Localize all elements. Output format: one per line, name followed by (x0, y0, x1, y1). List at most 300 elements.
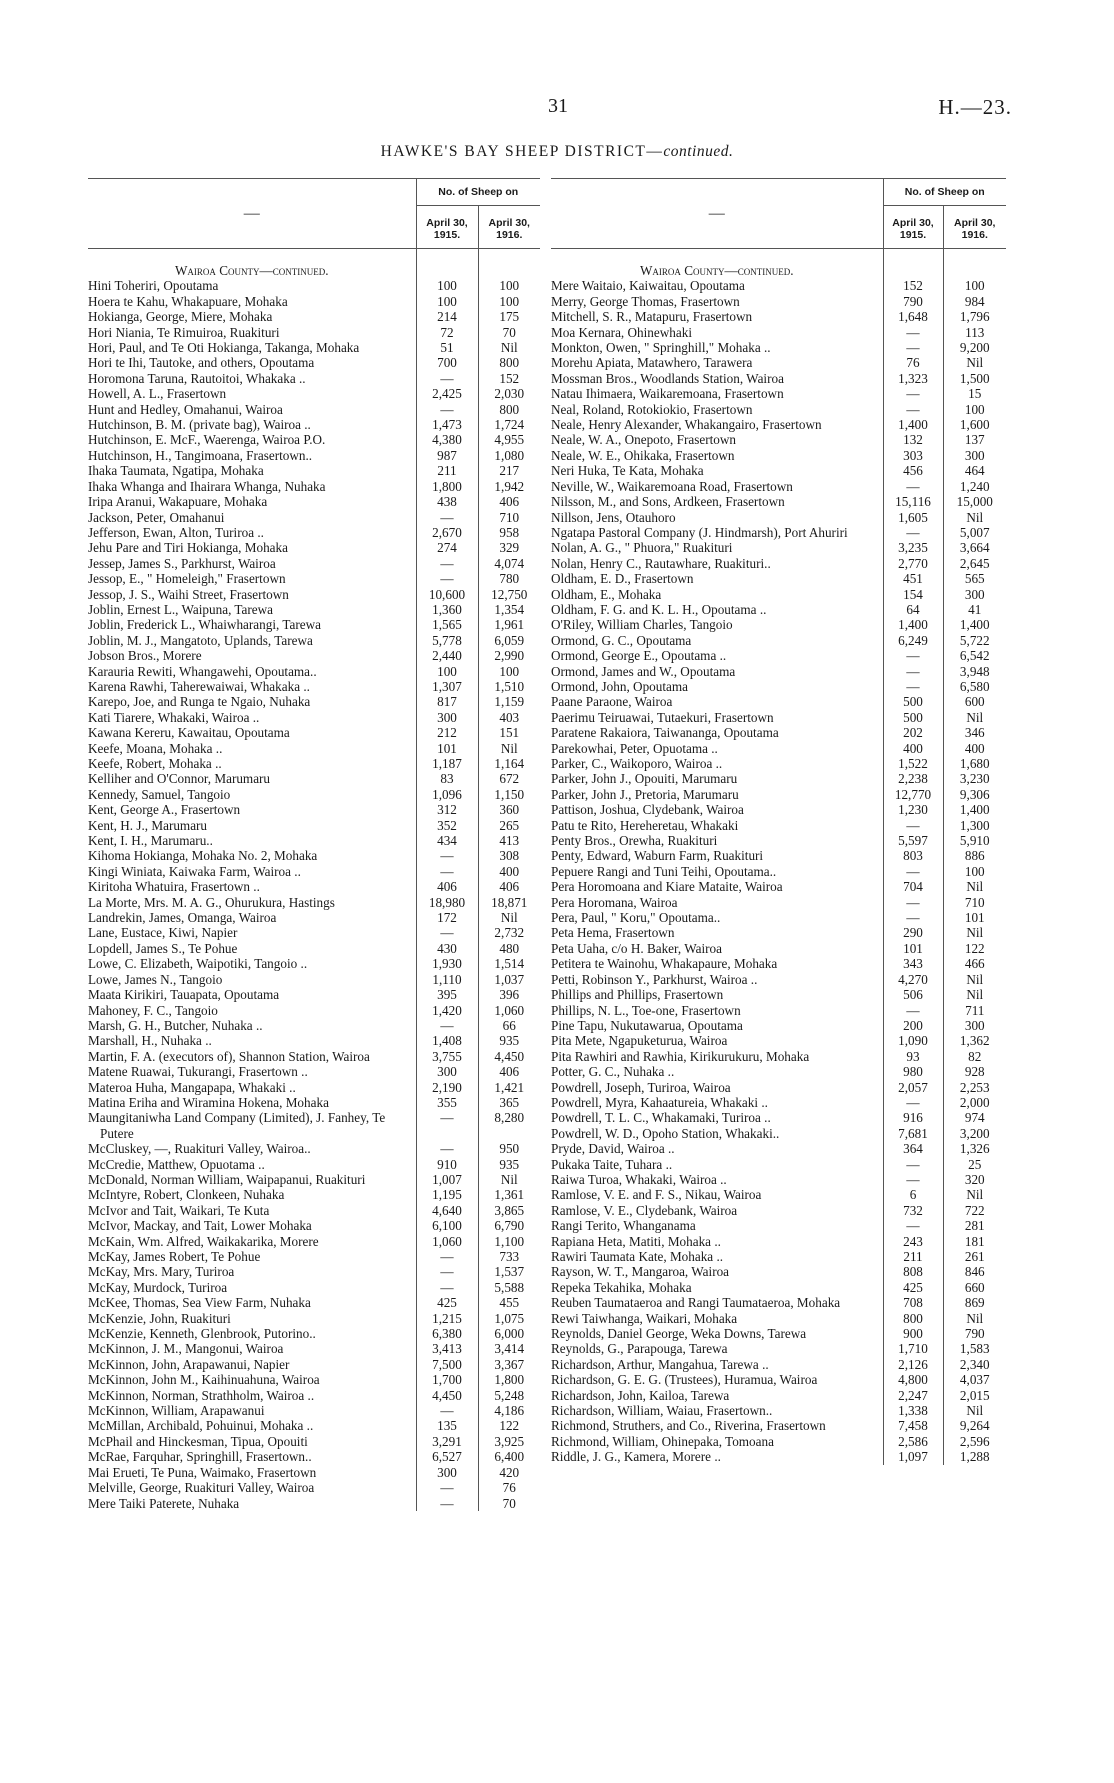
sheep-1916-cell: 1,361 (478, 1187, 540, 1202)
owner-name: McCredie, Matthew, Opuotama .. (88, 1156, 265, 1172)
owner-name: Pera Horomana, Wairoa (551, 894, 678, 910)
owner-name-cell (551, 787, 883, 802)
table-row (88, 1264, 540, 1279)
table-row (88, 1418, 540, 1433)
owner-name-cell (551, 1080, 883, 1095)
table-row (88, 587, 540, 602)
table-row (551, 802, 1006, 817)
owner-name-cell (88, 417, 416, 432)
sheep-1915-cell: 1,360 (416, 602, 478, 617)
table-row (88, 1311, 540, 1326)
owner-name-cell (551, 956, 883, 971)
sheep-1916-cell: 113 (943, 325, 1006, 340)
sheep-1915-cell: 1,007 (416, 1172, 478, 1187)
owner-name: Rawiri Taumata Kate, Mohaka .. (551, 1249, 724, 1264)
sheep-1915-cell: — (883, 910, 943, 925)
sheep-1916-cell: 15,000 (943, 494, 1006, 509)
sheep-1915-cell: 4,270 (883, 972, 943, 987)
owner-name-cell (88, 1095, 416, 1110)
table-row (551, 402, 1006, 417)
table-row (551, 1033, 1006, 1048)
sheep-1916-cell: 1,500 (943, 371, 1006, 386)
april-1916-header: April 30, 1916. (478, 206, 540, 249)
owner-name: Martin, F. A. (executors of), Shannon Station, Wairoa (88, 1048, 370, 1064)
sheep-1916-cell: 12,750 (478, 587, 540, 602)
sheep-1916-cell: 70 (478, 1496, 540, 1511)
sheep-1916-cell: Nil (943, 879, 1006, 894)
table-row (88, 309, 540, 324)
sheep-1915-cell: 1,700 (416, 1372, 478, 1387)
owner-name: Pattison, Joshua, Clydebank, Wairoa (551, 802, 744, 818)
owner-name: Oldham, E., Mohaka (551, 586, 662, 602)
table-row (88, 417, 540, 432)
owner-name-cell (551, 972, 883, 987)
sheep-1916-cell: 25 (943, 1157, 1006, 1172)
left-column (88, 178, 540, 1511)
sheep-1916-cell: 420 (478, 1465, 540, 1480)
owner-name: McIvor and Tait, Waikari, Te Kuta (88, 1202, 270, 1218)
owner-name-cell (551, 617, 883, 632)
owner-name-cell (551, 1403, 883, 1418)
owner-name: Richardson, William, Waiau, Frasertown.. (551, 1403, 773, 1419)
sheep-1915-cell: 101 (416, 741, 478, 756)
table-row (551, 941, 1006, 956)
sheep-1916-cell: 2,645 (943, 556, 1006, 571)
owner-name: Reynolds, Daniel George, Weka Downs, Tarewa (551, 1326, 807, 1342)
sheep-1915-cell: — (883, 679, 943, 694)
table-row (551, 833, 1006, 848)
sheep-1916-cell: 122 (478, 1418, 540, 1433)
owner-name-cell (551, 1264, 883, 1279)
sheep-1915-cell: — (883, 1172, 943, 1187)
district-title (0, 143, 1114, 161)
owner-name-cell (551, 1357, 883, 1372)
owner-name: Mahoney, F. C., Tangoio (88, 1002, 218, 1018)
table-row (551, 818, 1006, 833)
table-row (88, 479, 540, 494)
table-row (551, 463, 1006, 478)
owner-name: Natau Ihimaera, Waikaremoana, Frasertown (551, 386, 784, 402)
sheep-1916-cell: 950 (478, 1141, 540, 1156)
owner-name-cell (551, 679, 883, 694)
owner-name: Karena Rawhi, Taherewaiwai, Whakaka .. (88, 678, 310, 694)
sheep-1916-cell: 6,400 (478, 1449, 540, 1464)
sheep-1916-cell: 466 (943, 956, 1006, 971)
sheep-1916-cell: 137 (943, 432, 1006, 447)
sheep-1915-cell: 15,116 (883, 494, 943, 509)
owner-name-cell (88, 402, 416, 417)
owner-name-cell (551, 1434, 883, 1449)
sheep-1915-cell: 300 (416, 1064, 478, 1079)
sheep-1916-cell: 18,871 (478, 895, 540, 910)
owner-name-cell (88, 818, 416, 833)
table-row (88, 633, 540, 648)
owner-name: Morehu Apiata, Matawhero, Tarawera (551, 355, 753, 371)
owner-name-cell (551, 1110, 883, 1125)
sheep-1916-cell: 41 (943, 602, 1006, 617)
table-row (551, 494, 1006, 509)
owner-name: Joblin, M. J., Mangatoto, Uplands, Tarewa (88, 632, 313, 648)
sheep-1915-cell: — (416, 1249, 478, 1264)
owner-name-cell (88, 386, 416, 401)
sheep-1916-cell: 329 (478, 540, 540, 555)
owner-name: Materoa Huha, Mangapapa, Whakaki .. (88, 1079, 296, 1095)
owner-name: Potter, G. C., Nuhaka .. (551, 1064, 675, 1080)
sheep-1915-cell: 1,230 (883, 802, 943, 817)
owner-name-cell (88, 987, 416, 1002)
owner-name: McKain, Wm. Alfred, Waikakarika, Morere (88, 1233, 319, 1249)
right-column (551, 178, 1006, 1465)
sheep-1916-cell: 320 (943, 1172, 1006, 1187)
sheep-1915-cell: 2,670 (416, 525, 478, 540)
table-row (88, 941, 540, 956)
sheep-1916-cell: 265 (478, 818, 540, 833)
table-row (551, 1280, 1006, 1295)
sheep-1916-cell: 100 (943, 402, 1006, 417)
owner-name: Paerimu Teiruawai, Tutaekuri, Frasertown (551, 709, 774, 725)
sheep-1915-cell: 438 (416, 494, 478, 509)
owner-name-cell (551, 1388, 883, 1403)
district-title-main: HAWKE'S BAY SHEEP DISTRICT— (380, 143, 664, 160)
table-row (88, 956, 540, 971)
owner-name: McKinnon, J. M., Mangonui, Wairoa (88, 1341, 284, 1357)
table-row (551, 1064, 1006, 1079)
sheep-1916-cell: 1,796 (943, 309, 1006, 324)
owner-name-cell (88, 1496, 416, 1511)
sheep-1915-cell: — (883, 1157, 943, 1172)
owner-name-cell (88, 1157, 416, 1172)
sheep-1915-cell: 451 (883, 571, 943, 586)
owner-name-cell (88, 925, 416, 940)
sheep-1915-cell: — (883, 402, 943, 417)
owner-name: Rangi Terito, Whanganama (551, 1218, 696, 1234)
sheep-1916-cell: 1,583 (943, 1341, 1006, 1356)
owner-name-cell (88, 556, 416, 571)
owner-name: Lowe, C. Elizabeth, Waipotiki, Tangoio .. (88, 956, 308, 972)
sheep-1916-cell: Nil (943, 925, 1006, 940)
table-row (88, 1434, 540, 1449)
sheep-1916-cell: 984 (943, 294, 1006, 309)
table-row (88, 864, 540, 879)
sheep-1915-cell: 64 (883, 602, 943, 617)
owner-name: Kati Tiarere, Whakaki, Wairoa .. (88, 709, 260, 725)
owner-name: Phillips and Phillips, Frasertown (551, 987, 724, 1003)
owner-column-header: — (88, 179, 416, 249)
sheep-1916-cell: 1,421 (478, 1080, 540, 1095)
table-row (551, 1095, 1006, 1110)
sheep-1916-cell: 217 (478, 463, 540, 478)
owner-name-cell (551, 1341, 883, 1356)
owner-name: Nolan, A. G., " Phuora," Ruakituri (551, 540, 733, 556)
owner-name-cell (88, 972, 416, 987)
sheep-1915-cell: 1,648 (883, 309, 943, 324)
table-row (88, 925, 540, 940)
sheep-1916-cell: 1,800 (478, 1372, 540, 1387)
sheep-1916-cell: 480 (478, 941, 540, 956)
table-row (88, 818, 540, 833)
owner-name: McPhail and Hinckesman, Tipua, Opouiti (88, 1433, 308, 1449)
sheep-1916-cell: 300 (943, 448, 1006, 463)
sheep-1915-cell: 732 (883, 1203, 943, 1218)
owner-name-cell (88, 371, 416, 386)
owner-name: Phillips, N. L., Toe-one, Frasertown (551, 1002, 741, 1018)
owner-name-cell (88, 355, 416, 370)
table-row (551, 1172, 1006, 1187)
sheep-1915-cell: 352 (416, 818, 478, 833)
sheep-1916-cell: 100 (478, 664, 540, 679)
owner-name-cell (88, 309, 416, 324)
table-row (551, 1126, 1006, 1141)
table-row (551, 910, 1006, 925)
table-row (88, 664, 540, 679)
table-row (88, 1341, 540, 1356)
table-row (88, 325, 540, 340)
owner-name-cell (88, 494, 416, 509)
table-row (551, 1080, 1006, 1095)
owner-name: Marshall, H., Nuhaka .. (88, 1033, 212, 1049)
table-row (88, 771, 540, 786)
owner-name-cell (551, 510, 883, 525)
owner-name: Ihaka Whanga and Ihairara Whanga, Nuhaka (88, 478, 326, 494)
sheep-1915-cell: 6,249 (883, 633, 943, 648)
owner-name-cell (88, 1203, 416, 1218)
owner-name: Riddle, J. G., Kamera, Morere .. (551, 1449, 721, 1465)
sheep-1915-cell: 1,408 (416, 1033, 478, 1048)
sheep-1915-cell: 6,527 (416, 1449, 478, 1464)
section-heading (88, 249, 416, 279)
owner-name: Petti, Robinson Y., Parkhurst, Wairoa .. (551, 971, 758, 987)
owner-name: Kelliher and O'Connor, Marumaru (88, 771, 271, 787)
sheep-1916-cell: 800 (478, 355, 540, 370)
owner-name-cell (551, 1218, 883, 1233)
sheep-1915-cell: 355 (416, 1095, 478, 1110)
table-row (551, 355, 1006, 370)
owner-name: Maata Kirikiri, Tauapata, Opoutama (88, 987, 280, 1003)
owner-name: Repeka Tekahika, Mohaka (551, 1279, 692, 1295)
sheep-1916-cell: 122 (943, 941, 1006, 956)
owner-name-cell (551, 910, 883, 925)
sheep-1915-cell: 83 (416, 771, 478, 786)
sheep-1915-cell: 152 (883, 278, 943, 293)
sheep-count-group-header: No. of Sheep on (416, 179, 540, 206)
sheep-1915-cell: 211 (416, 463, 478, 478)
owner-name: Kent, H. J., Marumaru (88, 817, 208, 833)
table-row (88, 1187, 540, 1202)
owner-name: Powdrell, Myra, Kahaatureia, Whakaki .. (551, 1094, 768, 1110)
table-row (551, 371, 1006, 386)
owner-name-cell (551, 925, 883, 940)
section-heading-text: Wairoa County—continued. (639, 263, 794, 278)
sheep-1916-cell: 8,280 (478, 1110, 540, 1141)
owner-name-cell (88, 941, 416, 956)
table-row (88, 294, 540, 309)
sheep-1916-cell: 2,000 (943, 1095, 1006, 1110)
sheep-1915-cell: 2,247 (883, 1388, 943, 1403)
sheep-1915-cell: 395 (416, 987, 478, 1002)
sheep-1915-cell: 4,450 (416, 1388, 478, 1403)
table-row (88, 710, 540, 725)
owner-name-cell (88, 956, 416, 971)
owner-name: Jessop, J. S., Waihi Street, Frasertown (88, 586, 289, 602)
owner-name-cell (551, 571, 883, 586)
page-number: 31 (548, 95, 568, 117)
sheep-1916-cell: 974 (943, 1110, 1006, 1125)
owner-name: Pera Horomoana and Kiare Mataite, Wairoa (551, 879, 783, 895)
sheep-1916-cell: Nil (478, 1172, 540, 1187)
sheep-1915-cell: — (416, 402, 478, 417)
owner-name: Ihaka Taumata, Ngatipa, Mohaka (88, 463, 264, 479)
sheep-1915-cell: 1,605 (883, 510, 943, 525)
sheep-1916-cell: 76 (478, 1480, 540, 1495)
sheep-1916-cell: Nil (478, 340, 540, 355)
table-row (88, 1018, 540, 1033)
sheep-1915-cell: 425 (883, 1280, 943, 1295)
sheep-1915-cell: — (883, 325, 943, 340)
owner-name-cell (88, 1480, 416, 1495)
table-row (88, 1234, 540, 1249)
owner-name-cell (88, 1341, 416, 1356)
owner-name-cell (88, 725, 416, 740)
owner-name-cell (88, 1110, 416, 1141)
april-1915-header: April 30, 1915. (416, 206, 478, 249)
table-row (551, 725, 1006, 740)
table-row (551, 1341, 1006, 1356)
sheep-1916-cell: Nil (943, 972, 1006, 987)
sheep-1916-cell: 100 (478, 294, 540, 309)
sheep-1916-cell: 181 (943, 1234, 1006, 1249)
table-row (88, 972, 540, 987)
owner-name: Paane Paraone, Wairoa (551, 694, 673, 710)
owner-name-cell (88, 1064, 416, 1079)
april-1915-header: April 30, 1915. (883, 206, 943, 249)
owner-name-cell (88, 787, 416, 802)
owner-name-cell (88, 1280, 416, 1295)
sheep-1916-cell: 600 (943, 694, 1006, 709)
sheep-1915-cell: 803 (883, 848, 943, 863)
owner-name: Parker, John J., Pretoria, Marumaru (551, 786, 739, 802)
owner-name: Hutchinson, H., Tangimoana, Frasertown.. (88, 447, 313, 463)
sheep-1915-cell: 3,755 (416, 1049, 478, 1064)
table-row (551, 1218, 1006, 1233)
table-row (88, 1203, 540, 1218)
sheep-1915-cell: — (883, 1003, 943, 1018)
owner-name: Powdrell, T. L. C., Whakamaki, Turiroa .. (551, 1110, 771, 1126)
owner-name: Pukaka Taite, Tuhara .. (551, 1156, 673, 1172)
sheep-1915-cell: 172 (416, 910, 478, 925)
sheep-1915-cell: 2,586 (883, 1434, 943, 1449)
owner-name-cell (551, 941, 883, 956)
owner-name: Rapiana Heta, Matiti, Mohaka .. (551, 1233, 721, 1249)
table-row (88, 1449, 540, 1464)
section-heading (551, 249, 883, 279)
sheep-1915-cell: 2,770 (883, 556, 943, 571)
sheep-table-right (551, 178, 1006, 1465)
sheep-1915-cell: 343 (883, 956, 943, 971)
table-row (551, 1157, 1006, 1172)
table-row (88, 648, 540, 663)
sheep-1915-cell: 3,413 (416, 1341, 478, 1356)
owner-name-cell (551, 1049, 883, 1064)
table-row (551, 864, 1006, 879)
table-row (88, 1357, 540, 1372)
owner-name-cell (88, 479, 416, 494)
sheep-1916-cell: Nil (943, 1311, 1006, 1326)
sheep-1915-cell: 425 (416, 1295, 478, 1310)
owner-name-cell (551, 1187, 883, 1202)
owner-name: Howell, A. L., Frasertown (88, 386, 227, 402)
owner-name-cell (88, 864, 416, 879)
owner-name: Mere Waitaio, Kaiwaitau, Opoutama (551, 278, 745, 294)
owner-name-cell (88, 664, 416, 679)
sheep-1915-cell: — (416, 1403, 478, 1418)
sheep-1916-cell: 1,680 (943, 756, 1006, 771)
sheep-1915-cell: — (416, 371, 478, 386)
owner-name-cell (88, 463, 416, 478)
owner-name-cell (88, 602, 416, 617)
sheep-1916-cell: 1,150 (478, 787, 540, 802)
sheep-1916-cell: 66 (478, 1018, 540, 1033)
sheep-1916-cell: 2,990 (478, 648, 540, 663)
sheep-1916-cell: 15 (943, 386, 1006, 401)
owner-name-cell (551, 402, 883, 417)
table-row (551, 525, 1006, 540)
owner-name-cell (551, 879, 883, 894)
sheep-1916-cell: 5,248 (478, 1388, 540, 1403)
owner-name: Hori, Paul, and Te Oti Hokianga, Takanga, Mohaka (88, 340, 360, 356)
sheep-1916-cell: 464 (943, 463, 1006, 478)
owner-name: Iripa Aranui, Wakapuare, Mohaka (88, 494, 268, 510)
owner-name: McDonald, Norman William, Waipapanui, Ruakituri (88, 1171, 366, 1187)
owner-name: Richmond, Struthers, and Co., Riverina, Frasertown (551, 1418, 826, 1434)
sheep-1915-cell: — (883, 895, 943, 910)
owner-name: Richardson, John, Kailoa, Tarewa (551, 1387, 730, 1403)
sheep-1915-cell: 704 (883, 879, 943, 894)
sheep-1916-cell: 101 (943, 910, 1006, 925)
owner-name: Richmond, William, Ohinepaka, Tomoana (551, 1433, 774, 1449)
sheep-1916-cell: 2,030 (478, 386, 540, 401)
sheep-1916-cell: 780 (478, 571, 540, 586)
sheep-1916-cell: 928 (943, 1064, 1006, 1079)
sheep-1916-cell: 1,961 (478, 617, 540, 632)
owner-name: Pita Rawhiri and Rawhia, Kirikurukuru, Mohaka (551, 1048, 810, 1064)
sheep-1916-cell: Nil (478, 910, 540, 925)
sheep-1915-cell: 406 (416, 879, 478, 894)
owner-name-cell (551, 895, 883, 910)
table-row (551, 987, 1006, 1002)
sheep-1915-cell: — (416, 1496, 478, 1511)
sheep-1915-cell: — (416, 1280, 478, 1295)
sheep-1915-cell: 4,380 (416, 432, 478, 447)
owner-name: McKay, James Robert, Te Pohue (88, 1249, 261, 1264)
owner-name-cell (88, 679, 416, 694)
sheep-1916-cell: 400 (943, 741, 1006, 756)
owner-name-cell (88, 1388, 416, 1403)
sheep-1915-cell: — (416, 1018, 478, 1033)
owner-name: McKinnon, William, Arapawanui (88, 1403, 265, 1419)
table-row (551, 756, 1006, 771)
sheep-1916-cell: 100 (943, 864, 1006, 879)
owner-name: Monkton, Owen, " Springhill," Mohaka .. (551, 340, 771, 356)
owner-name: Jackson, Peter, Omahanui (88, 509, 225, 525)
owner-name-cell (551, 694, 883, 709)
owner-name-cell (88, 540, 416, 555)
sheep-1915-cell: 817 (416, 694, 478, 709)
table-row (88, 386, 540, 401)
owner-name-cell (551, 1295, 883, 1310)
owner-name: Patu te Rito, Hereheretau, Whakaki (551, 817, 739, 833)
table-row (88, 1295, 540, 1310)
owner-name: Landrekin, James, Omanga, Wairoa (88, 910, 277, 926)
